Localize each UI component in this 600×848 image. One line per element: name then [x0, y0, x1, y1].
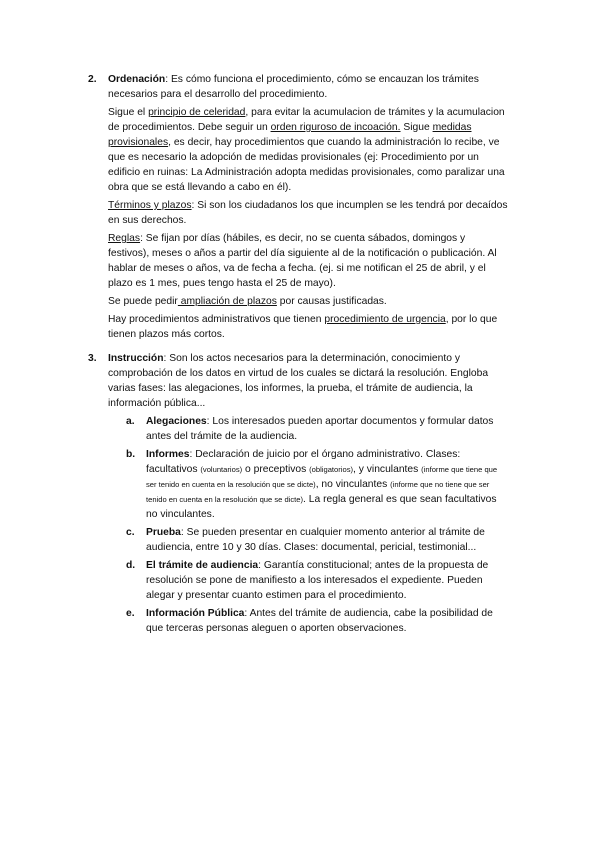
sub-item-tramite-audiencia: d. El trámite de audiencia: Garantía constitucional; antes de la propuesta de resolución se pone de manifiesto a los interesados el expediente. Pueden alegar y presentar cuanto estimen para el procedimiento.	[126, 560, 489, 601]
sub-item-prueba: c. Prueba: Se pueden presentar en cualquier momento anterior al trámite de audiencia, entre 10 y 30 días. Clases: documental, pericial, testimonial...	[126, 527, 485, 553]
section-body	[108, 351, 508, 636]
underlined-term: principio de celeridad	[148, 107, 246, 118]
section-title: Ordenación	[108, 74, 166, 85]
sub-item-informes: b. Informes: Declaración de juicio por el órgano administrativo. Clases: facultativos (voluntarios) o preceptivos (obligatorios), y vinculantes (informe que tiene que ser tenido en cuenta en la resolución que se dicte), no vinculantes (informe que no tiene que ser tenido en cuenta en la resolución que se dicte). La regla general es que sean facultativos no vinculantes.	[126, 449, 498, 520]
underlined-term: Reglas	[108, 233, 141, 244]
underlined-term: ampliación de plazos	[177, 296, 277, 307]
terminos-paragraph: Términos y plazos: Si son los ciudadanos los que incumplen se les tendrá por decaídos en sus derechos.	[108, 200, 508, 226]
sub-item-title: Informes	[146, 449, 190, 460]
section-number: 2.	[88, 74, 97, 85]
small-note: (voluntarios)	[200, 465, 243, 474]
section-number: 3.	[88, 353, 97, 364]
underlined-term: orden riguroso de incoación.	[270, 122, 401, 133]
sub-item-alegaciones: a. Alegaciones: Los interesados pueden aportar documentos y formular datos antes del trámite de la audiencia.	[126, 416, 494, 442]
sub-item-letter: c.	[126, 527, 135, 538]
small-note: (informe que no tiene que ser tenido en cuenta en la resolución que se dicte)	[146, 480, 490, 504]
instruccion-intro: Instrucción: Son los actos necesarios para la determinación, conocimiento y comprobación de los datos en virtud de los cuales se dictará la resolución. Engloba varias fases: las alegaciones, los informes, la prueba, el trámite de audiencia, la información pública...	[108, 353, 489, 409]
section-title: Instrucción	[108, 353, 164, 364]
celeridad-paragraph: Sigue el principio de celeridad, para evitar la acumulacion de trámites y la acumulacion de procedimientos. Debe seguir un orden riguroso de incoación. Sigue medidas provisionales, es decir, hay procedimientos que cuando la administración lo recibe, ve que es necesario la adopción de medidas provisionales (ej: Procedimiento por un edificio en ruinas: La Administración adopta medidas provisionales, como paralizar una obra que se está llevando a cabo en él).	[108, 107, 505, 193]
sub-item-letter: e.	[126, 608, 135, 619]
small-note: (obligatorios)	[309, 465, 354, 474]
sub-item-letter: b.	[126, 449, 136, 460]
urgencia-paragraph: Hay procedimientos administrativos que tienen procedimiento de urgencia, por lo que tienen plazos más cortos.	[108, 314, 498, 340]
underlined-term: medidas provisionales	[108, 122, 472, 148]
ordenacion-intro: Ordenación: Es cómo funciona el procedimiento, cómo se encauzan los trámites necesarios para el desarrollo del procedimiento.	[108, 74, 479, 100]
underlined-term: Términos y plazos	[108, 200, 192, 211]
section-body	[108, 72, 508, 342]
section-instruccion	[88, 351, 508, 639]
underlined-term: procedimiento de urgencia	[324, 314, 446, 325]
sub-item-title: El trámite de audiencia	[146, 560, 259, 571]
sub-item-title: Información Pública	[146, 608, 245, 619]
ampliacion-paragraph: Se puede pedir ampliación de plazos por causas justificadas.	[108, 296, 387, 307]
sub-item-title: Alegaciones	[146, 416, 207, 427]
sub-item-title: Prueba	[146, 527, 181, 538]
sub-item-informacion-publica: e. Información Pública: Antes del trámite de audiencia, cabe la posibilidad de que terceras personas aleguen o aporten observaciones.	[126, 608, 493, 634]
small-note: (informe que tiene que ser tenido en cuenta en la resolución que se dicte)	[146, 465, 498, 489]
reglas-paragraph: Reglas: Se fijan por días (hábiles, es decir, no se cuenta sábados, domingos y festivos), meses o años a partir del día siguiente al de la notificación o publicación. Al hablar de meses o años, va de fecha a fecha. (ej. si me notifican el 25 de abril, y el plazo es 1 mes, pues tengo hasta el 25 de mayo).	[108, 233, 497, 289]
sub-item-letter: d.	[126, 560, 136, 571]
section-ordenacion	[88, 72, 508, 345]
sub-item-letter: a.	[126, 416, 135, 427]
